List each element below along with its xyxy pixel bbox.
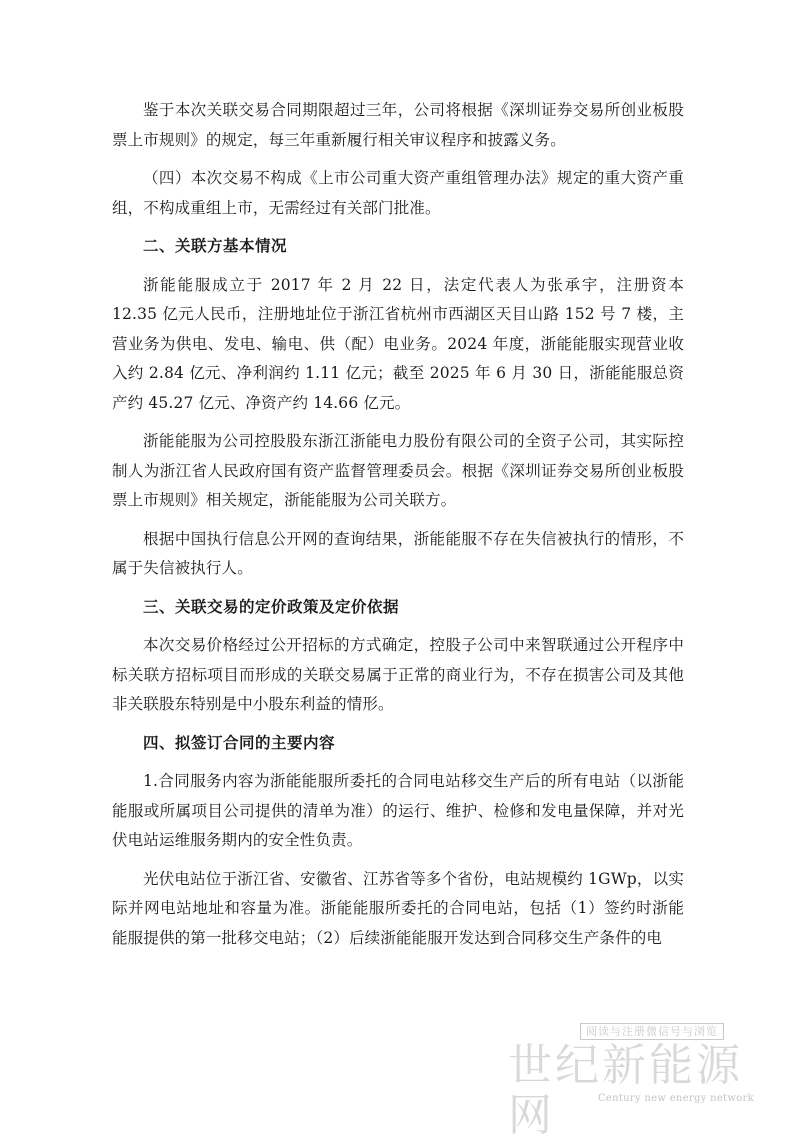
- paragraph-company-profile: 浙能能服成立于 2017 年 2 月 22 日，法定代表人为张承宇，注册资本 12.35 亿元人民币，注册地址位于浙江省杭州市西湖区天目山路 152 号 7 楼，主营业务为供电、发电、输电、供（配）电业务。2024 年度，浙能能服实现营业收入约 2.84 亿元、净利润约 1.11 亿元；截至 2025 年 6 月 30 日，浙能能服总资产约 45.27 亿元、净资产约 14.66 亿元。: [112, 275, 684, 412]
- watermark-title: 世纪新能源网: [508, 1040, 743, 1141]
- watermark-logo: [508, 1023, 758, 1141]
- watermark-subtitle: Century new energy network: [597, 1093, 754, 1104]
- paragraph-no-major-restructuring: （四）本次交易不构成《上市公司重大资产重组管理办法》规定的重大资产重组，不构成重组上市，无需经过有关部门批准。: [112, 169, 684, 217]
- watermark-caption: 阅读与注册微信号与浏览: [580, 1023, 724, 1040]
- section-heading-related-party: 二、关联方基本情况: [143, 237, 288, 255]
- paragraph-station-location: 光伏电站位于浙江省、安徽省、江苏省等多个省份，电站规模约 1GWp，以实际并网电站地址和容量为准。浙能能服所委托的合同电站，包括（1）签约时浙能能服提供的第一批移交电站；（2）后续浙能能服开发达到合同移交生产条件的电: [112, 869, 684, 947]
- document-body: [112, 96, 684, 962]
- paragraph-contract-term: 鉴于本次关联交易合同期限超过三年，公司将根据《深圳证券交易所创业板股票上市规则》的规定，每三年重新履行相关审议程序和披露义务。: [112, 101, 684, 149]
- paragraph-pricing-basis: 本次交易价格经过公开招标的方式确定，控股子公司中来智联通过公开程序中标关联方招标项目而形成的关联交易属于正常的商业行为，不存在损害公司及其他非关联股东特别是中小股东利益的情形。: [112, 636, 684, 713]
- paragraph-service-scope: 1.合同服务内容为浙能能服所委托的合同电站移交生产后的所有电站（以浙能能服或所属项目公司提供的清单为准）的运行、维护、检修和发电量保障，并对光伏电站运维服务期内的安全性负责。: [112, 772, 684, 849]
- section-heading-contract-content: 四、拟签订合同的主要内容: [143, 733, 336, 752]
- section-heading-pricing-policy: 三、关联交易的定价政策及定价依据: [143, 597, 400, 616]
- paragraph-controlling-shareholder: 浙能能服为公司控股股东浙江浙能电力股份有限公司的全资子公司，其实际控制人为浙江省人民政府国有资产监督管理委员会。根据《深圳证券交易所创业板股票上市规则》相关规定，浙能能服为公司关联方。: [112, 432, 684, 509]
- paragraph-credit-check: 根据中国执行信息公开网的查询结果，浙能能服不存在失信被执行的情形，不属于失信被执行人。: [112, 529, 684, 577]
